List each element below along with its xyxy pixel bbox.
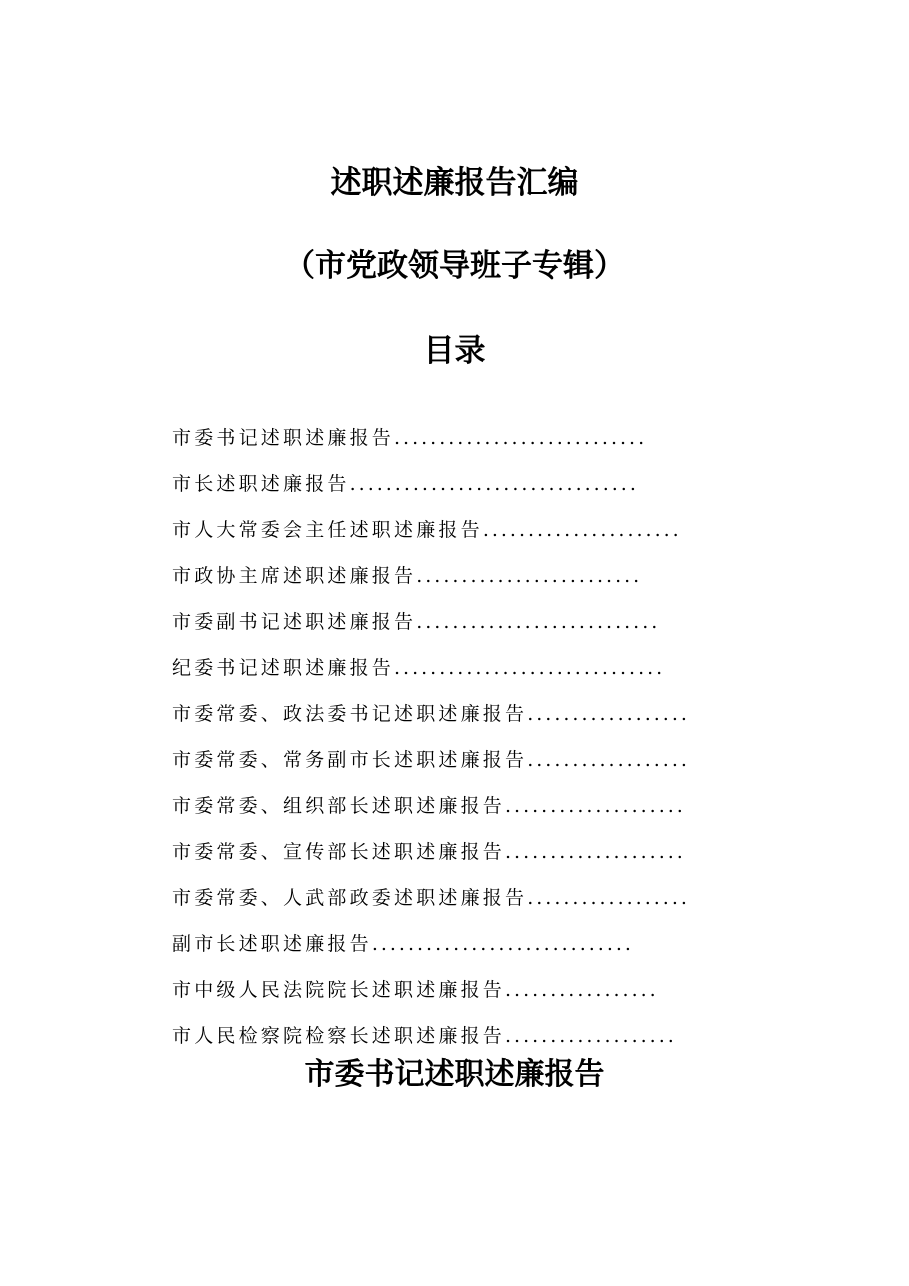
toc-entry[interactable] (172, 972, 812, 1018)
toc-entry-label: 市委常委、组织部长述职述廉报告 (172, 795, 506, 817)
toc-entry-label: 市人民检察院检察长述职述廉报告 (172, 1025, 506, 1047)
toc-entry[interactable] (172, 558, 812, 604)
toc-entry-label: 市人大常委会主任述职述廉报告 (172, 519, 483, 541)
toc-entry[interactable] (172, 512, 812, 558)
toc-entry-leader: ......................... (416, 565, 643, 587)
toc-entry-leader: .................. (527, 703, 690, 725)
toc-entry-leader: ............................. (371, 933, 634, 955)
toc-entry-label: 副市长述职述廉报告 (172, 933, 372, 955)
toc-entry-label: 市中级人民法院院长述职述廉报告 (172, 979, 506, 1001)
toc-heading: 目录 (423, 333, 486, 369)
toc-entry-leader: ............................ (394, 427, 648, 449)
toc-entry[interactable] (172, 466, 812, 512)
toc-entry-leader: .................. (527, 749, 690, 771)
toc-entry[interactable] (172, 696, 812, 742)
toc-entry-label: 市委常委、常务副市长述职述廉报告 (172, 749, 528, 771)
toc-entry-leader: .................. (527, 887, 690, 909)
toc-entry[interactable] (172, 650, 812, 696)
toc-entry-label: 市委书记述职述廉报告 (172, 427, 395, 449)
toc-entry[interactable] (172, 420, 812, 466)
toc-entry-label: 市长述职述廉报告 (172, 473, 350, 495)
section-heading: 市委书记述职述廉报告 (304, 1057, 605, 1092)
toc-entry-leader: ........................... (416, 611, 661, 633)
document-subtitle: （市党政领导班子专辑） (284, 248, 625, 284)
toc-entry-leader: ................... (505, 1025, 677, 1047)
toc-entry-leader: .................... (505, 795, 686, 817)
toc-entry-leader: .............................. (394, 657, 666, 679)
toc-entry[interactable] (172, 788, 812, 834)
toc-entry-label: 市政协主席述职述廉报告 (172, 565, 417, 587)
toc-entry-label: 市委常委、宣传部长述职述廉报告 (172, 841, 506, 863)
toc-entry[interactable] (172, 742, 812, 788)
toc-entry[interactable] (172, 834, 812, 880)
document-title: 述职述廉报告汇编 (330, 165, 579, 201)
toc-entry-label: 市委常委、人武部政委述职述廉报告 (172, 887, 528, 909)
toc-entry-leader: .................... (505, 841, 686, 863)
toc-entry-label: 市委副书记述职述廉报告 (172, 611, 417, 633)
toc-entry[interactable] (172, 926, 812, 972)
toc-entry-leader: ................................ (349, 473, 639, 495)
toc-entry[interactable] (172, 604, 812, 650)
toc-entry[interactable] (172, 880, 812, 926)
table-of-contents (172, 420, 812, 1064)
toc-entry-label: 纪委书记述职述廉报告 (172, 657, 395, 679)
toc-entry-leader: ...................... (482, 519, 682, 541)
toc-entry-leader: ................. (505, 979, 659, 1001)
toc-entry-label: 市委常委、政法委书记述职述廉报告 (172, 703, 528, 725)
